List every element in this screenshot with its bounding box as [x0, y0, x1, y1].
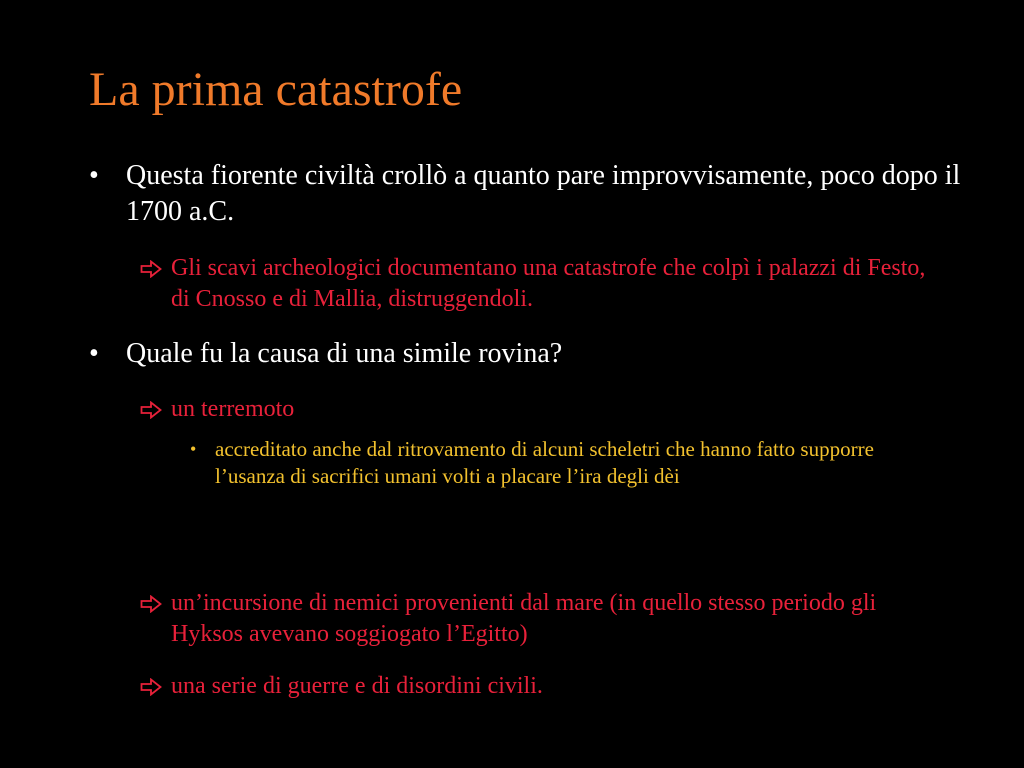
- bullet-text: Quale fu la causa di una simile rovina?: [126, 338, 563, 369]
- hollow-arrow-icon: [140, 401, 162, 419]
- sub-item-2-1: [140, 394, 940, 425]
- bullet-dot: •: [89, 160, 99, 191]
- sub-item-2-2: [140, 588, 940, 650]
- slide-title: La prima catastrofe: [89, 63, 463, 116]
- bullet-dot: •: [190, 439, 197, 459]
- bullet-text: Questa fiorente civiltà crollò a quanto pare improvvisamente, poco dopo il 1700 a.C.: [126, 160, 961, 227]
- bullet-item-1: [89, 158, 989, 230]
- hollow-arrow-icon: [140, 678, 162, 696]
- sub-item-2-3: [140, 671, 940, 702]
- sub-item-text: un’incursione di nemici provenienti dal mare (in quello stesso periodo gli Hyksos avevano soggiogato l’Egitto): [171, 590, 877, 647]
- hollow-arrow-icon: [140, 595, 162, 613]
- bullet-item-2: [89, 336, 989, 372]
- sub-sub-item-text: accreditato anche dal ritrovamento di alcuni scheletri che hanno fatto supporre l’usanza di sacrifici umani volti a placare l’ira degli dèi: [215, 437, 874, 488]
- sub-item-text: Gli scavi archeologici documentano una catastrofe che colpì i palazzi di Festo, di Cnosso e di Mallia, distruggendoli.: [171, 255, 926, 312]
- sub-sub-item-2-1-1: [190, 436, 930, 490]
- hollow-arrow-icon: [140, 260, 162, 278]
- sub-item-text: un terremoto: [171, 396, 295, 422]
- sub-item-1-1: [140, 253, 940, 315]
- sub-item-text: una serie di guerre e di disordini civili.: [171, 673, 543, 699]
- bullet-dot: •: [89, 338, 99, 369]
